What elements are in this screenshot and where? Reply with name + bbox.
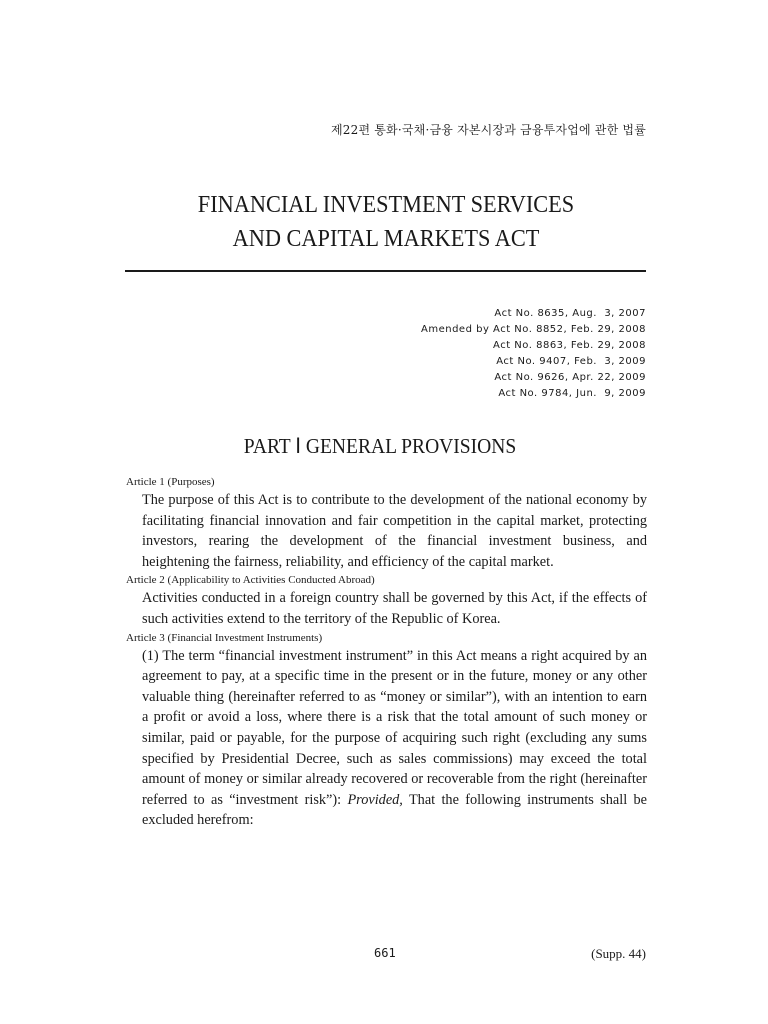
document-body	[126, 474, 647, 831]
history-line: Act No. 9784, Jun. 9, 2009	[498, 388, 646, 399]
history-line: Act No. 9626, Apr. 22, 2009	[494, 372, 646, 383]
article-1	[126, 474, 647, 572]
title-rule	[125, 270, 646, 272]
article-text-tail: That the following instruments shall be excluded herefrom:	[142, 791, 647, 829]
running-head: 제22편 통화·국채·금융 자본시장과 금융투자업에 관한 법률	[331, 123, 646, 137]
document-title	[27, 188, 745, 256]
history-line: Act No. 8635, Aug. 3, 2007	[494, 308, 646, 319]
title-line-2: AND CAPITAL MARKETS ACT	[232, 226, 540, 252]
history-line: Act No. 9407, Feb. 3, 2009	[496, 356, 646, 367]
article-heading: Article 2 (Applicability to Activities Conducted Abroad)	[126, 574, 375, 587]
part-heading: PART Ⅰ GENERAL PROVISIONS	[243, 434, 517, 458]
article-heading: Article 1 (Purposes)	[126, 476, 215, 488]
article-3	[126, 630, 647, 831]
history-line: Amended by Act No. 8852, Feb. 29, 2008	[421, 324, 646, 335]
article-text: Activities conducted in a foreign country shall be governed by this Act, if the effects of such activities extend to the territory of the Republic of Korea.	[142, 590, 647, 627]
article-text-italic: Provided,	[347, 791, 403, 808]
article-2	[126, 572, 647, 629]
article-text: The purpose of this Act is to contribute to the development of the national economy by facilitating financial innovation and fair competition in the capital market, protecting investors, rearing the development of the financial investment business, and heightening the fairness, reliability, and efficiency of the capital market.	[142, 492, 647, 570]
history-line: Act No. 8863, Feb. 29, 2008	[493, 340, 646, 351]
article-text-main: (1) The term “financial investment instrument” in this Act means a right acquired by an agreement to pay, at a specific time in the present or in the future, money or any other valuable thing (hereinafter referred to as “money or similar”), with an intention to earn a profit or avoid a loss, where there is a risk that the total amount of such money or similar, paid or payable, for the purpose of acquiring such right (excluding any sums specified by Presidential Decree, such as sales commissions) may exceed the total amount of money or similar already recovered or recoverable from the right (hereinafter referred to as “investment risk”):	[142, 647, 647, 808]
title-line-1: FINANCIAL INVESTMENT SERVICES	[197, 192, 575, 218]
page-number: 661	[374, 946, 396, 960]
amendment-history	[421, 306, 646, 402]
supplement-number: (Supp. 44)	[591, 946, 646, 961]
article-text	[142, 646, 647, 831]
article-heading: Article 3 (Financial Investment Instruments)	[126, 631, 323, 644]
